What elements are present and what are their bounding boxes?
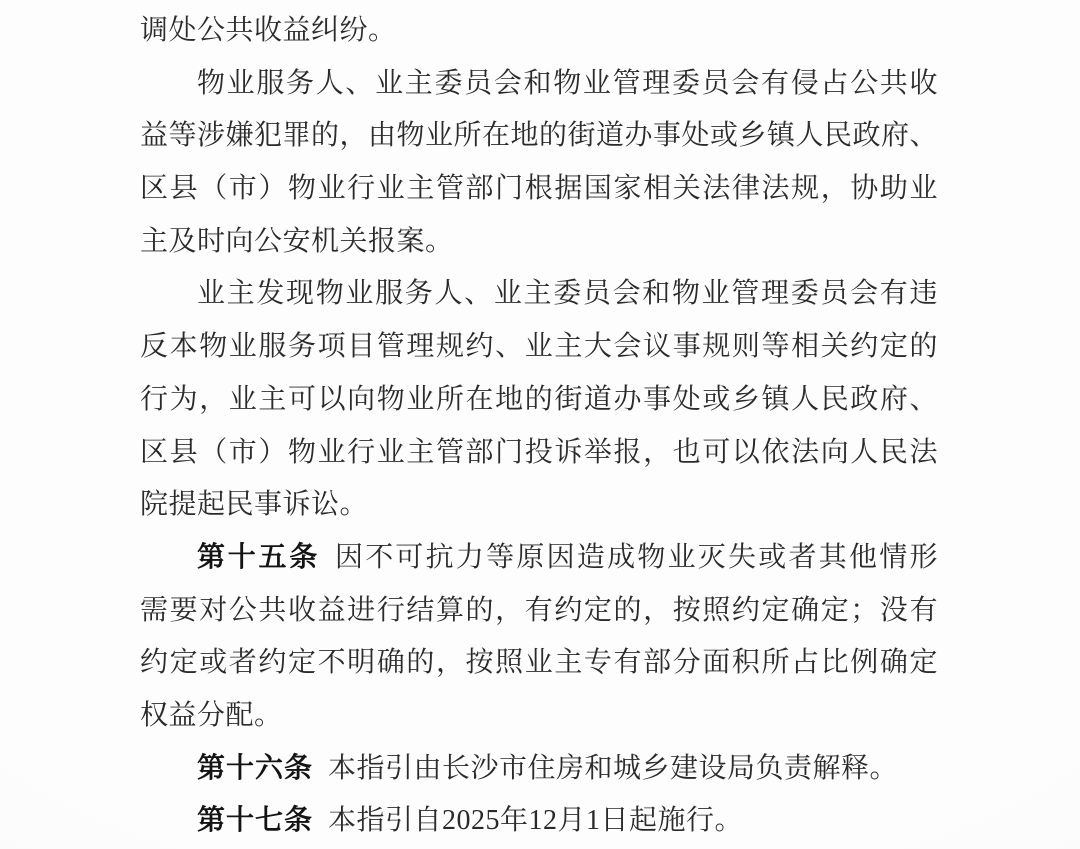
line-text: 业主发现物业服务人、业主委员会和物业管理委员会有违	[197, 278, 938, 310]
article-number: 第十六条	[197, 752, 314, 784]
document-line	[140, 163, 938, 216]
line-text: 调处公共收益纠纷。	[140, 15, 397, 46]
line-text: 益等涉嫌犯罪的，由物业所在地的街道办事处或乡镇人民政府、	[140, 120, 938, 152]
article-number: 第十五条	[197, 541, 320, 573]
document-line	[140, 743, 938, 796]
document-line	[140, 58, 938, 111]
document-line	[140, 321, 938, 374]
line-text: 本指引由长沙市住房和城乡建设局负责解释。	[328, 752, 899, 784]
line-text: 院提起民事诉讼。	[140, 489, 369, 521]
document-line	[140, 690, 938, 743]
line-text: 主及时向公安机关报案。	[140, 225, 454, 257]
document-line	[140, 637, 938, 690]
document-line	[140, 5, 938, 58]
line-text: 约定或者约定不明确的，按照业主专有部分面积所占比例确定	[140, 647, 938, 679]
line-text: 因不可抗力等原因造成物业灭失或者其他情形	[334, 541, 938, 573]
line-text: 需要对公共收益进行结算的，有约定的，按照约定确定；没有	[140, 594, 938, 626]
line-text: 区县（市）物业行业主管部门根据国家相关法律法规，协助业	[140, 173, 938, 205]
article-number: 第十七条	[197, 805, 314, 837]
document-body	[140, 5, 938, 848]
line-text: 权益分配。	[140, 699, 283, 731]
line-text: 物业服务人、业主委员会和物业管理委员会有侵占公共收	[197, 67, 938, 99]
document-line	[140, 268, 938, 321]
line-text: 反本物业服务项目管理规约、业主大会议事规则等相关约定的	[140, 331, 938, 363]
line-text: 区县（市）物业行业主管部门投诉举报，也可以依法向人民法	[140, 436, 938, 468]
document-line	[140, 427, 938, 480]
document-line	[140, 110, 938, 163]
document-line	[140, 374, 938, 427]
document-line	[140, 216, 938, 269]
line-text: 本指引自2025年12月1日起施行。	[328, 805, 744, 837]
document-line	[140, 585, 938, 638]
document-line	[140, 479, 938, 532]
line-text: 行为，业主可以向物业所在地的街道办事处或乡镇人民政府、	[140, 383, 938, 415]
document-line	[140, 795, 938, 848]
document-line	[140, 532, 938, 585]
